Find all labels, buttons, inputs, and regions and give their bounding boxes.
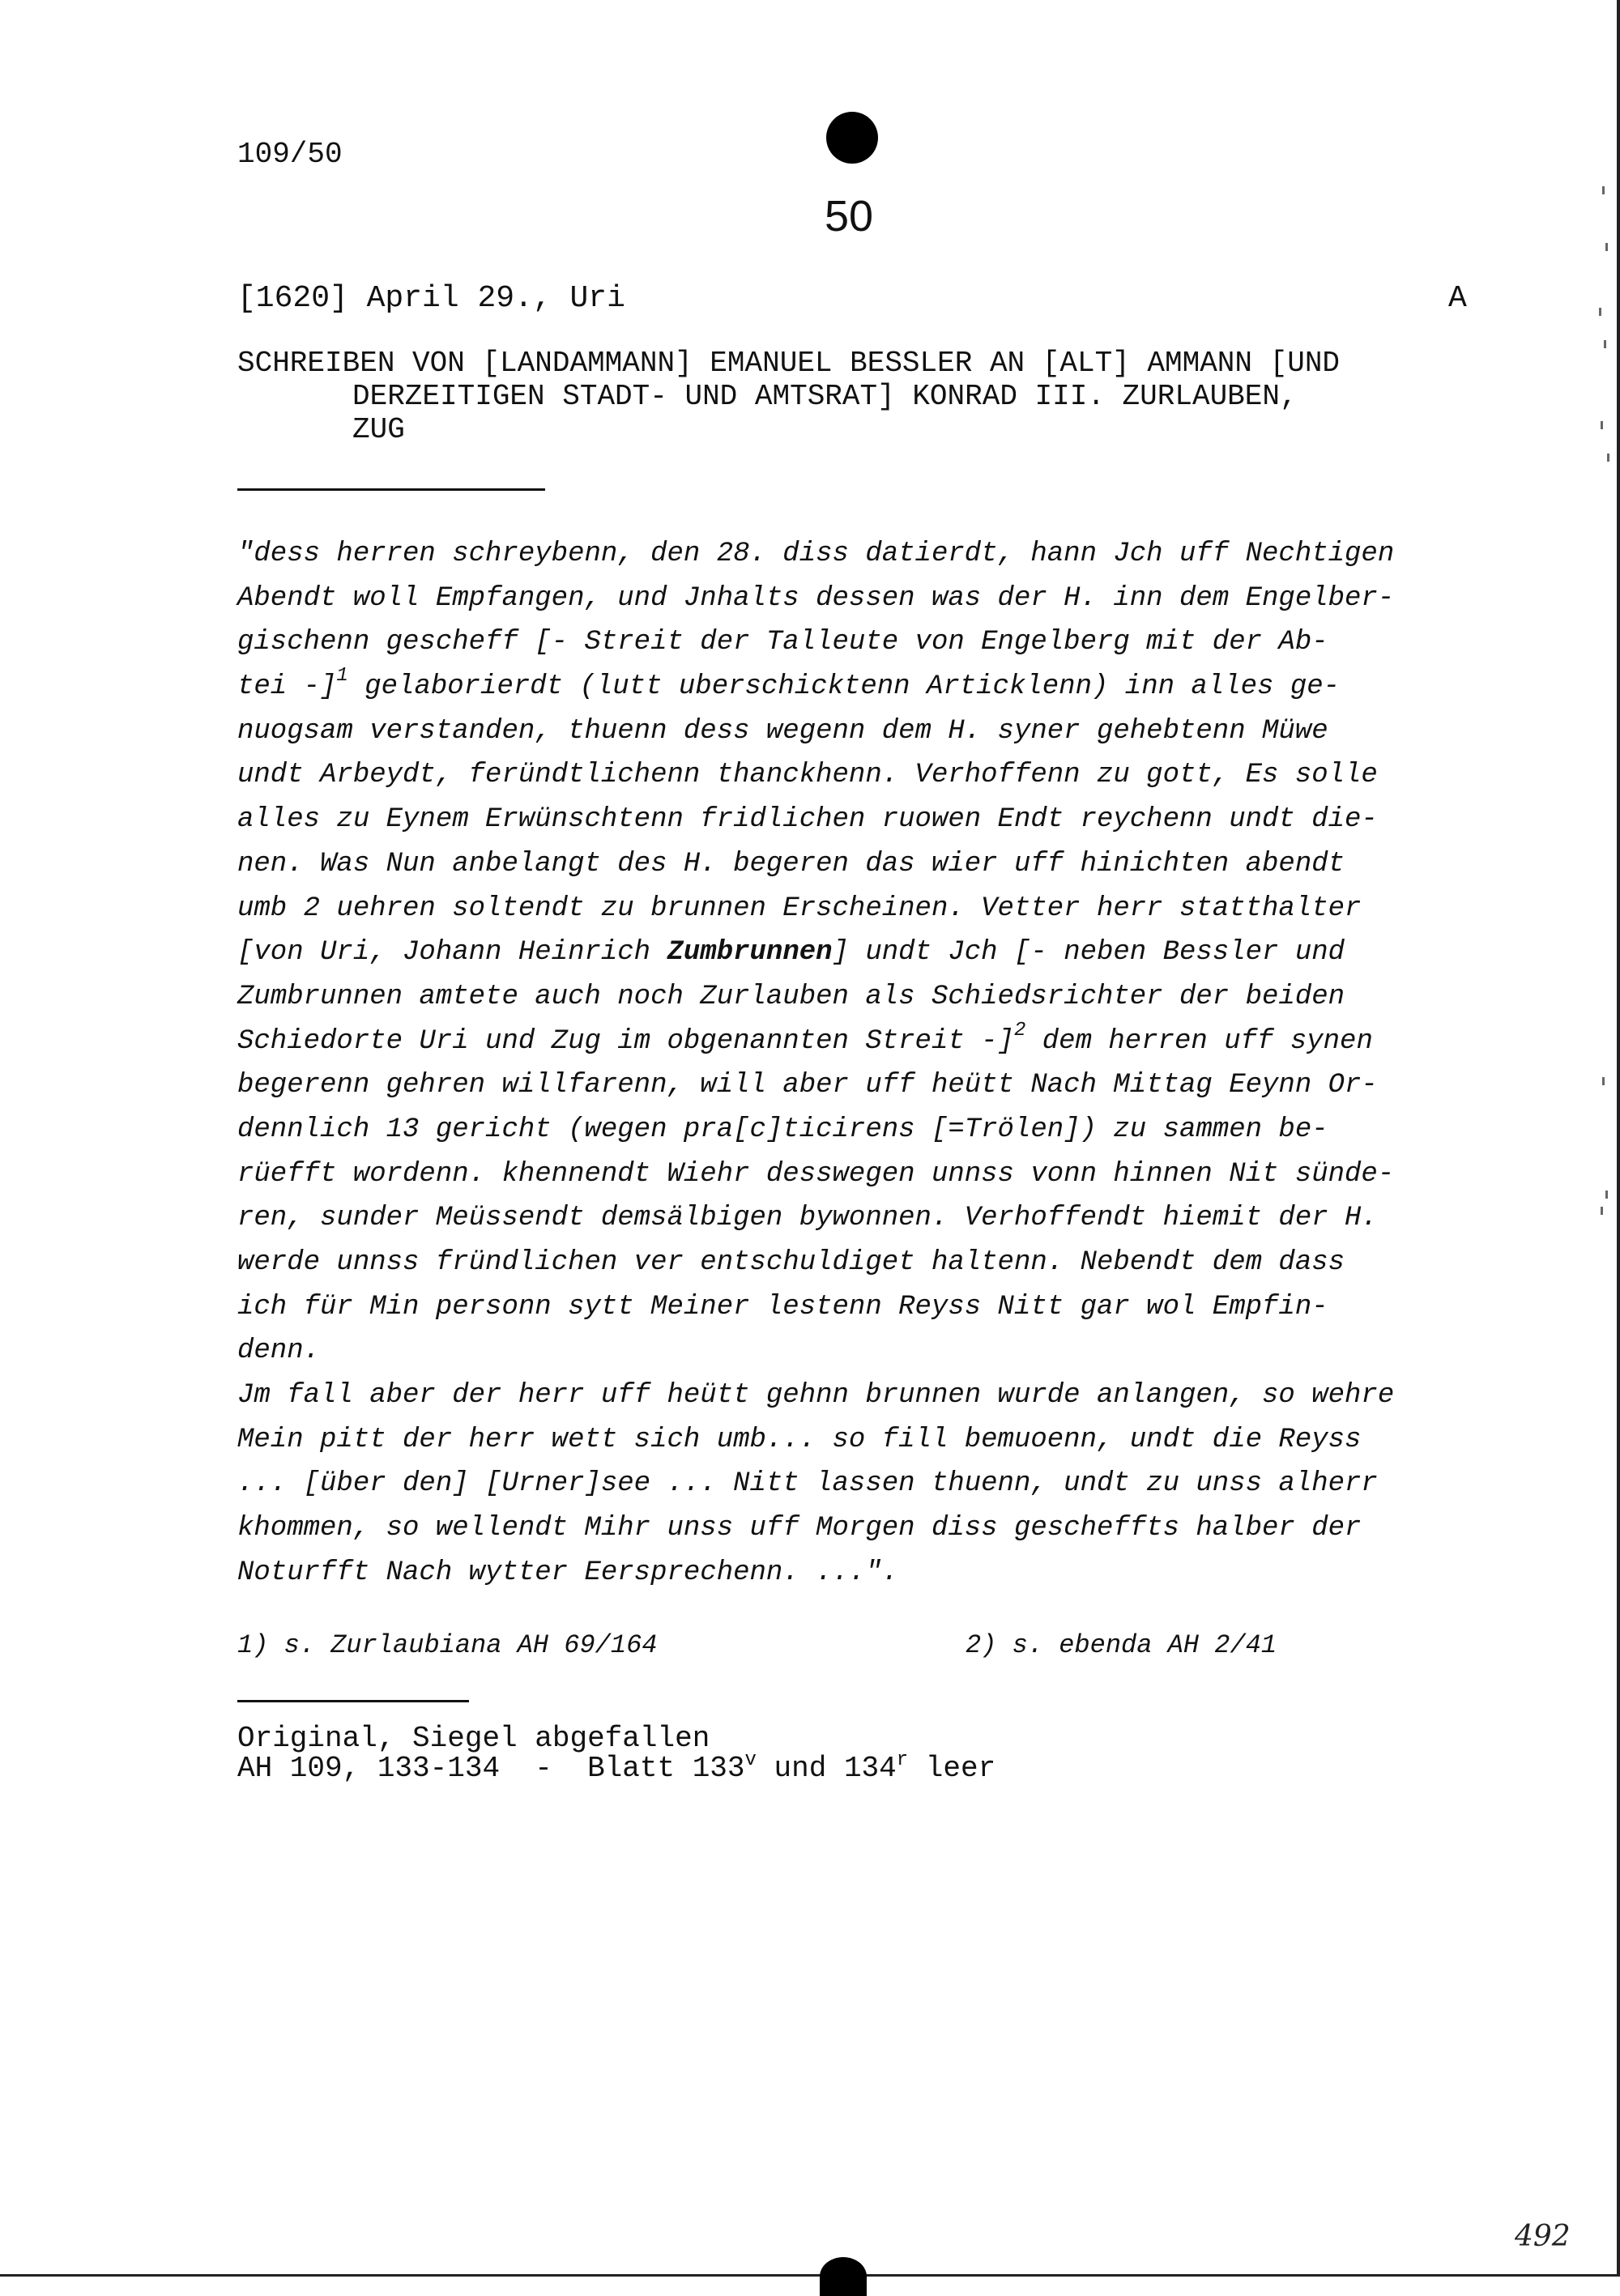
body-line: begerenn gehren willfarenn, will aber uff heütt Nach Mittag Eeynn Or- <box>237 1070 1378 1101</box>
body-line <box>237 1020 1485 1064</box>
document-number: 50 <box>825 192 874 241</box>
body-line: rüefft wordenn. khennendt Wiehr desswegen unnss vonn hinnen Nit sünde- <box>237 1158 1395 1190</box>
body-line: dennlich 13 gericht (wegen pra[c]ticirens [=Trölen]) zu sammen be- <box>237 1114 1328 1145</box>
footnote-marker: 2 <box>1013 1019 1026 1042</box>
body-line: ich für Min personn sytt Meiner lestenn Reyss Nitt gar wol Empfin- <box>237 1291 1328 1323</box>
punch-hole-bottom <box>820 2257 867 2296</box>
divider-rule <box>237 1700 469 1702</box>
title-line-2: DERZEITIGEN STADT- UND AMTSRAT] KONRAD III. ZURLAUBEN, <box>352 380 1298 413</box>
footnote-2: 2) s. ebenda AH 2/41 <box>966 1630 1277 1660</box>
body-line: undt Arbeydt, feründtlichenn thanckhenn. Verhoffenn zu gott, Es solle <box>237 760 1378 791</box>
source-text: und 134 <box>756 1752 897 1785</box>
body-text: gelaborierdt (lutt uberschicktenn Articklenn) inn alles ge- <box>347 671 1341 703</box>
body-line: umb 2 uehren soltendt zu brunnen Erscheinen. Vetter herr statthalter <box>237 892 1362 924</box>
body-text: dem herren uff synen <box>1025 1025 1373 1057</box>
source-superscript: r <box>896 1749 909 1771</box>
document-letter: A <box>1448 281 1467 316</box>
body-line: Abendt woll Empfangen, und Jnhalts dessen was der H. inn dem Engelber- <box>237 582 1395 614</box>
document-title <box>237 347 1340 446</box>
letter-body <box>237 532 1485 1595</box>
title-line-3: ZUG <box>352 413 405 446</box>
footnote-marker: 1 <box>336 665 348 688</box>
body-line: werde unnss fründlichen ver entschuldiget haltenn. Nebendt dem dass <box>237 1247 1345 1278</box>
body-line: Noturfft Nach wytter Eersprechenn. ...". <box>237 1557 899 1588</box>
body-bold-name: Zumbrunnen <box>667 937 833 969</box>
source-superscript: v <box>744 1749 757 1771</box>
body-line: Jm fall aber der herr uff heütt gehnn brunnen wurde anlangen, so wehre <box>237 1380 1395 1412</box>
source-note <box>237 1723 995 1783</box>
body-text: Schiedorte Uri und Zug im obgenannten Streit -] <box>237 1025 1014 1057</box>
source-text: AH 109, 133-134 - Blatt 133 <box>237 1752 745 1785</box>
body-line: gischenn gescheff [- Streit der Talleute von Engelberg mit der Ab- <box>237 627 1328 658</box>
body-text: ] undt Jch [- neben Bessler und <box>832 937 1345 969</box>
body-line: Zumbrunnen amtete auch noch Zurlauben als Schiedsrichter der beiden <box>237 981 1345 1012</box>
body-line: denn. <box>237 1335 321 1367</box>
body-line: alles zu Eynem Erwünschtenn fridlichen ruowen Endt reychenn undt die- <box>237 804 1378 836</box>
body-line <box>237 665 1485 709</box>
reference-number: 109/50 <box>237 138 343 171</box>
title-line-1: SCHREIBEN VON [LANDAMMANN] EMANUEL BESSLER AN [ALT] AMMANN [UND <box>237 347 1341 380</box>
handwritten-page-number: 492 <box>1515 2220 1571 2253</box>
footnote-1: 1) s. Zurlaubiana AH 69/164 <box>237 1630 658 1660</box>
divider-rule <box>237 488 545 491</box>
body-line: nen. Was Nun anbelangt des H. begeren das wier uff hinichten abendt <box>237 848 1345 880</box>
source-line-2 <box>237 1749 996 1785</box>
body-line: Mein pitt der herr wett sich umb... so fill bemuoenn, undt die Reyss <box>237 1424 1362 1455</box>
body-line <box>237 931 1485 975</box>
body-line: khommen, so wellendt Mihr unss uff Morgen diss gescheffts halber der <box>237 1513 1362 1544</box>
body-line: ... [über den] [Urner]see ... Nitt lassen thuenn, undt zu unss alherr <box>237 1468 1378 1500</box>
body-line: ren, sunder Meüssendt demsälbigen bywonnen. Verhoffendt hiemit der H. <box>237 1203 1378 1234</box>
body-text: [von Uri, Johann Heinrich <box>237 937 667 969</box>
body-line: "dess herren schreybenn, den 28. diss datierdt, hann Jch uff Nechtigen <box>237 539 1395 569</box>
source-text: leer <box>908 1752 996 1785</box>
source-line-1: Original, Siegel abgefallen <box>237 1722 710 1755</box>
body-line: nuogsam verstanden, thuenn dess wegenn dem H. syner gehebtenn Müwe <box>237 715 1328 747</box>
body-text: tei -] <box>237 671 337 703</box>
punch-hole-top <box>826 112 878 164</box>
date-place: [1620] April 29., Uri <box>237 281 625 316</box>
